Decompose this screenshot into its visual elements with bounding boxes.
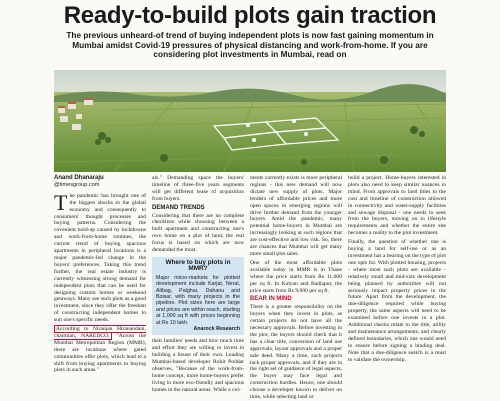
col2-para2: Considering that there are no complete checklists while choosing between a built apartment and constructing one's own home on a plot of land, the real focus is based on which are now demanded the most. — [152, 212, 244, 254]
col2-para3: their families' needs and how much time and effort they are willing to invest in building a house of their own. Leading Mumbai-based developer Rohit Poddar observes, "Because of the work-from-home concept, more home-buyers prefer living in more eco-friendly and spacious homes in the natural areas. While a col- — [152, 338, 244, 393]
aerial-land-photo-graphic — [54, 70, 446, 172]
info-box — [152, 257, 244, 335]
standfirst: The previous unheard-of trend of buying independent plots is now fast gaining momentum in Mumbai amidst Covid-19 pressures of physical distancing and work-from-home. If you are considering plot investments in Mumbai, read on — [66, 30, 434, 60]
col1-para1: he pandemic has brought one of the biggest shocks to the global economy and consequently to consumers' thought processes and buying patterns. Considering the covenient hold-up caused by lockdowns and work-from-home routines, the current trend of buying spacious apartments in peripheral locations is a major pandemic-led change in the buyers' preferences. Taking this trend further, the real estate industry is currently witnessing strong demand for independent plots that can be used for designing custom homes or weekend getaways. Many see such plots as a good investment, since they offer the freedom of constructing independent homes to suit one's specific needs. — [54, 192, 146, 324]
aerial-land-photo — [54, 70, 446, 172]
byline-handle: @timesgroup.com — [54, 181, 100, 188]
headline: Ready-to-build plots gain traction — [63, 2, 437, 29]
col3-para3: There is a greater responsibility on the buyers when they invest in plots, as certain projects do not have all the necessary approvals. Before investing in the plot, the buyers should check that it has a clear title, conversion of land use approvals, layout approvals and a proper sale deed. Many a time, such projects lack proper approvals, and if they are in the right set of guidance of legal aspects, the buyer may face legal and construction hurdles. Hence, one should choose a developer known to deliver on time, while selecting land or — [250, 304, 342, 401]
col2-para1: als." Demanding space the buyers' timeline of three-five years segments will get different lease of acquisition from buyers. — [152, 175, 244, 202]
column-1 — [54, 175, 146, 374]
col4-para2: Finally, the question of whether one is buying a land for self-use or as an investment has a bearing on the type of plot one opts for. With plotted housing, projects - where most such plots are available - relatively small and mid-size development being planned by authorities will not seriously impact property prices in the future. Apart from the development, the due-diligence required while buying property, the same aspects will need to be examined before one invests in a plot. Additional checks relate to the title, utility and maintenance arrangements, and clearly defined boundaries, which one would need to ensure before signing a binding deal. Note that a due-diligence search is a must to validate the ownership. — [348, 239, 446, 363]
col3-para1: ments currently exists is more peripheral regions - this new demand will now dictate new supply of plots. Major lenders of affordable prices and more open spaces in emerging regions will drive further demand from the younger buyers. Amid the pandemic, many potential home-buyers in Mumbai are increasingly looking at such regions that are cost-effective and low risk. So, there are chances that Mumbai will get many more small plot sales. — [250, 175, 342, 257]
col3-para2: One of the most affordable plots available today in MMR is in Thane where the price starts from Rs 11,000 per sq ft. In Kalyan and Badlapur, the price starts from Rs 9,000 per sq ft. — [250, 259, 342, 294]
col3-subhead: BEAR IN MIND — [250, 296, 292, 303]
col4-para1: build a project. Home-buyers interested in plots also need to keep similar nuances in mind. From approvals to land titles to the cost and timeline of construction allowed in connectivity and water-supply facilities and sewage disposal - one needs to seek from the buyers, moving on to lifestyle requirements and whether the entire site becomes a reality to the plot investment. — [348, 175, 446, 237]
info-box-credit: Anarock Research — [193, 326, 240, 333]
col1-highlight: According to Niranjan Hiranandani, chairman, NAREDCO, — [54, 326, 146, 339]
drop-cap: T — [54, 189, 68, 215]
column-3 — [250, 175, 342, 401]
byline-name: Anand Dhanaraju — [54, 175, 104, 181]
col2-subhead: DEMAND TRENDS — [152, 204, 205, 211]
col1-para2: "Across the Mumbai Metropolitan Region (MMR), there are locations where gated communities offer plots, which lead to a shift from buying apartments to buying plots in such areas." — [54, 332, 146, 374]
info-box-text: Major micro-markets for plotted development include Karjat, Neral, Alibag, Palghar, Dahanu and Boisar, with many projects in the pipeline. Plot sizes here are large and prices are within reach, starting at 1,000 sq ft with prices beginning at Rs 10 lakh. — [156, 274, 240, 326]
info-box-title: Where to buy plots in MMR? — [165, 258, 231, 273]
column-4 — [348, 175, 446, 363]
column-2 — [152, 175, 244, 394]
